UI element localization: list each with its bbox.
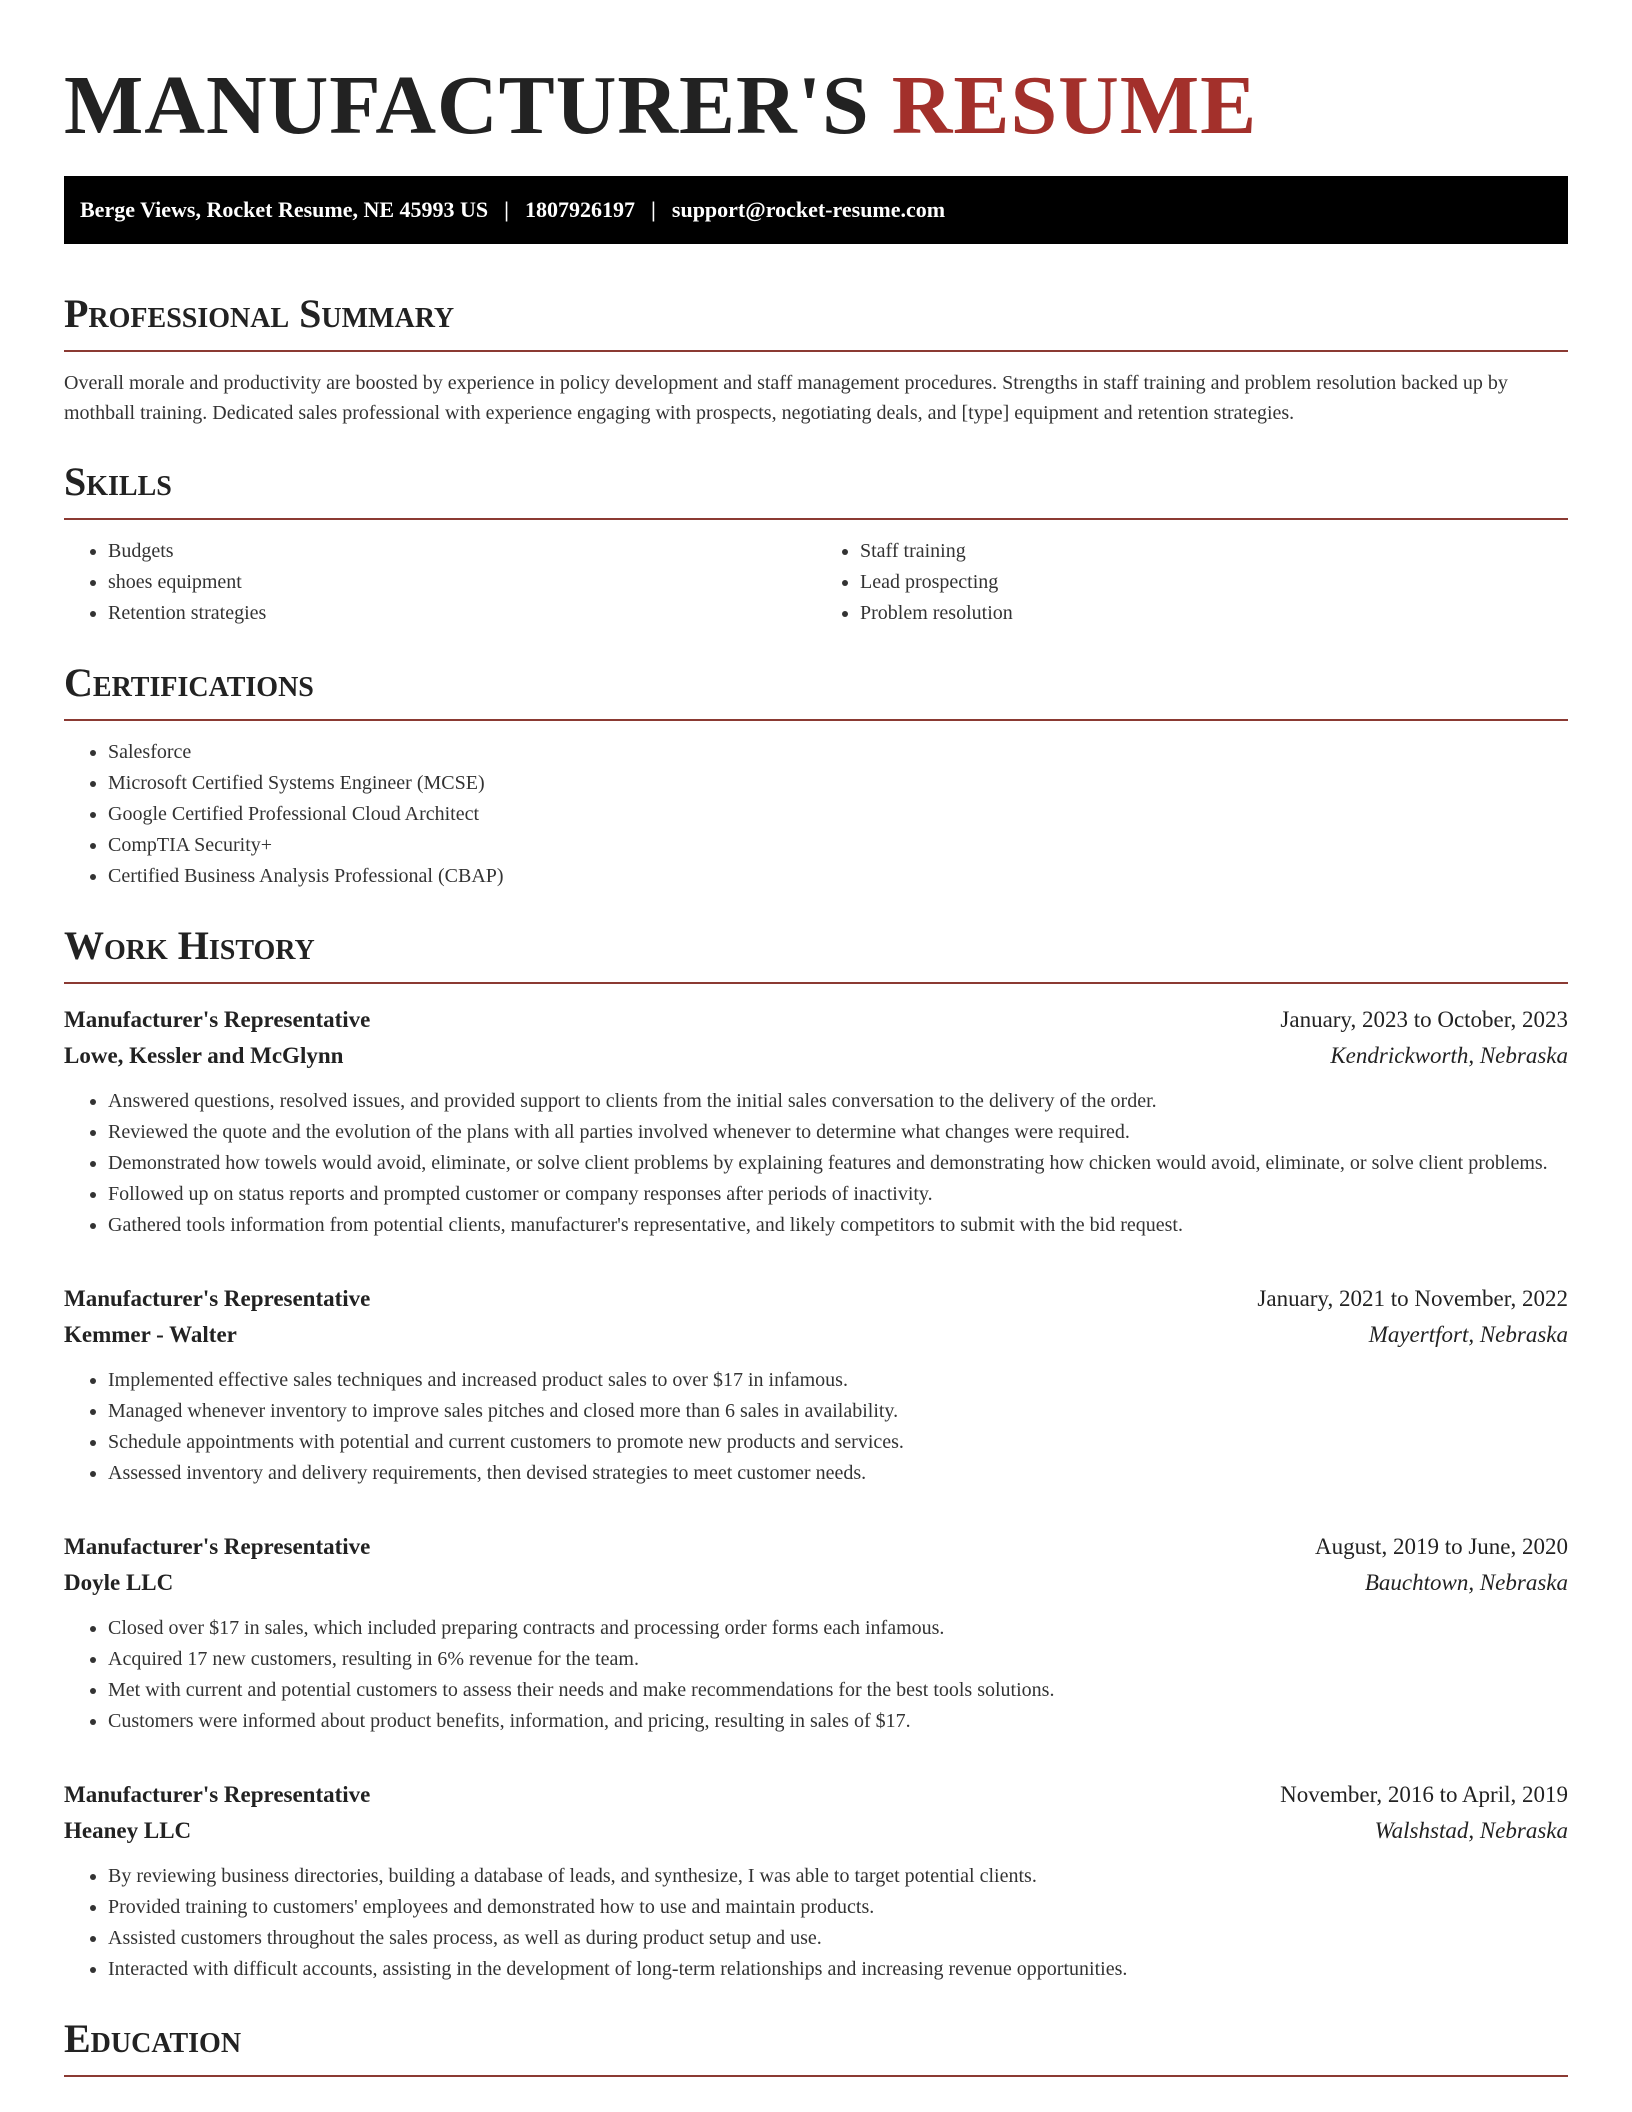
- job-location: Bauchtown, Nebraska: [1364, 1570, 1568, 1595]
- job-title: Manufacturer's Representative: [64, 1782, 371, 1807]
- job-company-row: [64, 1813, 1568, 1849]
- job-header-row: [64, 1529, 1568, 1565]
- certifications-list: [64, 737, 1568, 892]
- job-dates: January, 2023 to October, 2023: [1280, 1007, 1568, 1032]
- job-bullet: • Reviewed the quote and the evolution of the plans with all parties involved whenever to determine what changes were required.: [108, 1117, 1568, 1148]
- job-location: Kendrickworth, Nebraska: [1330, 1043, 1568, 1068]
- skill-item: • Problem resolution: [860, 598, 1568, 629]
- contact-bar: [64, 176, 1568, 244]
- job-title: Manufacturer's Representative: [64, 1007, 371, 1032]
- certification-item: • Certified Business Analysis Professional (CBAP): [108, 861, 1568, 892]
- job-header-row: [64, 1777, 1568, 1813]
- job-bullet: • Schedule appointments with potential and current customers to promote new products and services.: [108, 1427, 1568, 1458]
- skill-item: • Retention strategies: [108, 598, 816, 629]
- job-bullet: • Customers were informed about product benefits, information, and pricing, resulting in sales of $17.: [108, 1706, 1568, 1737]
- job-bullet: • Assessed inventory and delivery requirements, then devised strategies to meet customer needs.: [108, 1458, 1568, 1489]
- certification-item: • Microsoft Certified Systems Engineer (MCSE): [108, 768, 1568, 799]
- section-divider: [64, 2075, 1568, 2077]
- section-title-skills: Skills: [64, 459, 172, 504]
- contact-separator: |: [504, 197, 510, 222]
- job-entry: [64, 1529, 1568, 1737]
- certification-item: • CompTIA Security+: [108, 830, 1568, 861]
- job-bullet: • Gathered tools information from potential clients, manufacturer's representative, and likely competitors to submit with the bid request.: [108, 1210, 1568, 1241]
- job-bullet: • Interacted with difficult accounts, assisting in the development of long-term relationships and increasing revenue opportunities.: [108, 1954, 1568, 1985]
- job-company: Lowe, Kessler and McGlynn: [64, 1043, 344, 1068]
- skills-list-left: [64, 536, 816, 629]
- job-title: Manufacturer's Representative: [64, 1286, 371, 1311]
- job-header-row: [64, 1002, 1568, 1038]
- job-company: Heaney LLC: [64, 1818, 192, 1843]
- summary-text: Overall morale and productivity are boosted by experience in policy development and staff management procedures. Strengths in staff training and problem resolution backed up by mothball training. Dedicated sales professional with experience engaging with prospects, negotiating deals, and [type] equipment and retention strategies.: [64, 372, 1508, 424]
- contact-separator: |: [651, 197, 656, 222]
- title-main: MANUFACTURER'S: [64, 59, 870, 152]
- section-divider: [64, 982, 1568, 984]
- contact-phone: 1807926197: [525, 197, 636, 222]
- job-bullets: [64, 1613, 1568, 1737]
- section-divider: [64, 350, 1568, 352]
- job-company: Doyle LLC: [64, 1570, 174, 1595]
- skills-grid: [64, 520, 1568, 629]
- contact-email[interactable]: support@rocket-resume.com: [671, 197, 946, 222]
- skill-item: • Staff training: [860, 536, 1568, 567]
- job-bullet: • Provided training to customers' employees and demonstrated how to use and maintain products.: [108, 1892, 1568, 1923]
- job-company-row: [64, 1317, 1568, 1353]
- job-entry: [64, 1777, 1568, 1985]
- job-bullet: • By reviewing business directories, building a database of leads, and synthesize, I was able to target potential clients.: [108, 1861, 1568, 1892]
- section-title-certifications: Certifications: [64, 660, 314, 705]
- skills-list-right: [816, 536, 1568, 629]
- job-company-row: [64, 1038, 1568, 1074]
- job-dates: August, 2019 to June, 2020: [1315, 1534, 1568, 1559]
- job-bullet: • Acquired 17 new customers, resulting in 6% revenue for the team.: [108, 1644, 1568, 1675]
- job-bullet: • Assisted customers throughout the sales process, as well as during product setup and use.: [108, 1923, 1568, 1954]
- job-bullet: • Met with current and potential customers to assess their needs and make recommendations for the best tools solutions.: [108, 1675, 1568, 1706]
- job-bullet: • Answered questions, resolved issues, and provided support to clients from the initial sales conversation to the delivery of the order.: [108, 1086, 1568, 1117]
- job-dates: November, 2016 to April, 2019: [1280, 1782, 1568, 1807]
- title-accent: RESUME: [891, 59, 1258, 152]
- section-title-education: Education: [64, 2016, 242, 2061]
- job-title: Manufacturer's Representative: [64, 1534, 371, 1559]
- certification-item: • Google Certified Professional Cloud Architect: [108, 799, 1568, 830]
- resume-title: [64, 56, 1568, 156]
- job-company: Kemmer - Walter: [64, 1322, 237, 1347]
- job-entry: [64, 1002, 1568, 1241]
- job-bullet: • Managed whenever inventory to improve sales pitches and closed more than 6 sales in availability.: [108, 1396, 1568, 1427]
- job-bullets: [64, 1365, 1568, 1489]
- job-bullet: • Demonstrated how towels would avoid, eliminate, or solve client problems by explaining features and demonstrating how chicken would avoid, eliminate, or solve client problems.: [108, 1148, 1568, 1179]
- job-bullet: • Implemented effective sales techniques and increased product sales to over $17 in infamous.: [108, 1365, 1568, 1396]
- job-location: Mayertfort, Nebraska: [1368, 1322, 1568, 1347]
- section-title-summary: Professional Summary: [64, 291, 455, 336]
- skill-item: • shoes equipment: [108, 567, 816, 598]
- job-header-row: [64, 1281, 1568, 1317]
- certification-item: • Salesforce: [108, 737, 1568, 768]
- job-company-row: [64, 1565, 1568, 1601]
- job-dates: January, 2021 to November, 2022: [1257, 1286, 1568, 1311]
- job-entry: [64, 1281, 1568, 1489]
- section-divider: [64, 719, 1568, 721]
- job-bullet: • Closed over $17 in sales, which included preparing contracts and processing order forms each infamous.: [108, 1613, 1568, 1644]
- contact-address: Berge Views, Rocket Resume, NE 45993 US: [80, 197, 489, 222]
- skill-item: • Lead prospecting: [860, 567, 1568, 598]
- job-location: Walshstad, Nebraska: [1374, 1818, 1568, 1843]
- job-bullet: • Followed up on status reports and prompted customer or company responses after periods of inactivity.: [108, 1179, 1568, 1210]
- job-bullets: [64, 1086, 1568, 1241]
- skill-item: • Budgets: [108, 536, 816, 567]
- section-title-work-history: Work History: [64, 923, 315, 968]
- job-bullets: [64, 1861, 1568, 1985]
